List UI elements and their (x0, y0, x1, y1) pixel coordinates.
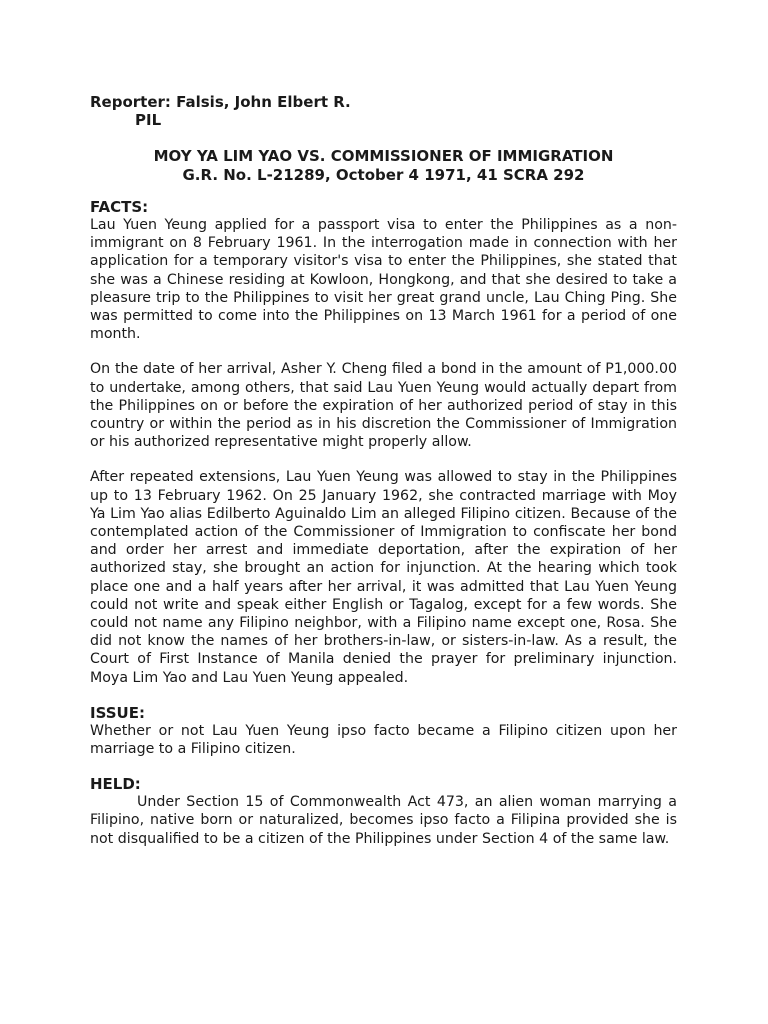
facts-paragraph-1: Lau Yuen Yeung applied for a passport visa to enter the Philippines as a non-immigrant on 8 February 1961. In the interrogation made in connection with her application for a temporary visitor's visa to enter the Philippines, she stated that she was a Chinese residing at Kowloon, Hongkong, and that she desired to take a pleasure trip to the Philippines to visit her great grand uncle, Lau Ching Ping. She was permitted to come into the Philippines on 13 March 1961 for a period of one month. (90, 217, 677, 343)
issue-text: Whether or not Lau Yuen Yeung ipso facto became a Filipino citizen upon her marriage to a Filipino citizen. (90, 722, 677, 758)
subject-line: PIL (135, 111, 162, 129)
facts-heading: FACTS: (90, 198, 149, 216)
case-citation: G.R. No. L-21289, October 4 1971, 41 SCRA 292 (182, 166, 585, 184)
reporter-line: Reporter: Falsis, John Elbert R. (90, 93, 351, 111)
held-text: Under Section 15 of Commonwealth Act 473, an alien woman marrying a Filipino, native born or naturalized, becomes ipso facto a Filipina provided she is not disqualified to be a citizen of the Philippines under Section 4 of the same law. (90, 794, 677, 847)
case-title: MOY YA LIM YAO VS. COMMISSIONER OF IMMIGRATION (153, 147, 614, 165)
document-page (90, 93, 677, 848)
facts-paragraph-2: On the date of her arrival, Asher Y. Cheng filed a bond in the amount of P1,000.00 to undertake, among others, that said Lau Yuen Yeung would actually depart from the Philippines on or before the expiration of her authorized period of stay in this country or within the period as in his discretion the Commissioner of Immigration or his authorized representative might properly allow. (90, 361, 677, 451)
facts-paragraph-3: After repeated extensions, Lau Yuen Yeung was allowed to stay in the Philippines up to 13 February 1962. On 25 January 1962, she contracted marriage with Moy Ya Lim Yao alias Edilberto Aguinaldo Lim an alleged Filipino citizen. Because of the contemplated action of the Commissioner of Immigration to confiscate her bond and order her arrest and immediate deportation, after the expiration of her authorized stay, she brought an action for injunction. At the hearing which took place one and a half years after her arrival, it was admitted that Lau Yuen Yeung could not write and speak either English or Tagalog, except for a few words. She could not name any Filipino neighbor, with a Filipino name except one, Rosa. She did not know the names of her brothers-in-law, or sisters-in-law. As a result, the Court of First Instance of Manila denied the prayer for preliminary injunction. Moya Lim Yao and Lau Yuen Yeung appealed. (90, 469, 677, 686)
held-heading: HELD: (90, 775, 141, 794)
issue-heading: ISSUE: (90, 703, 145, 722)
